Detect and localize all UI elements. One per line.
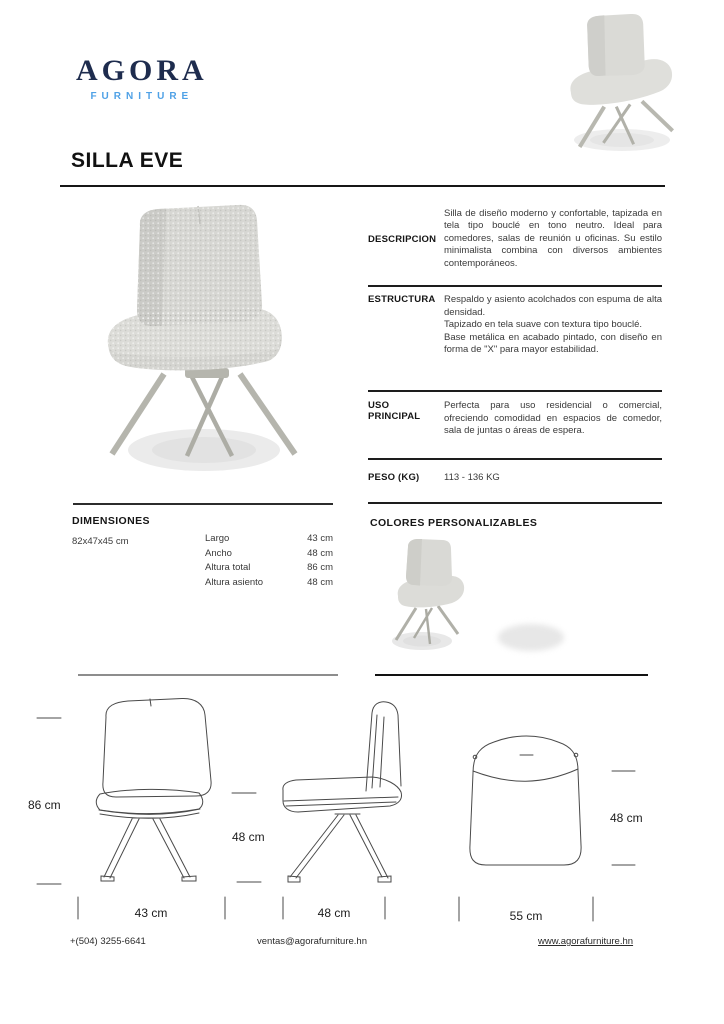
estructura-label: ESTRUCTURA [368,294,436,305]
footer-website-link[interactable]: www.agorafurniture.hn [538,936,634,947]
dim-label: Ancho [205,547,232,559]
section-estructura [368,287,662,390]
spec-column [368,193,662,504]
dim-value: 48 cm [307,576,333,588]
dim-label: Altura asiento [205,576,264,588]
estructura-text-2: Tapizado en tela suave con textura tipo bouclé. [444,319,643,331]
peso-label: PESO (KG) [368,472,420,483]
table-row [205,561,333,576]
dim-front-height-label: 86 cm [28,798,61,812]
footer-email: ventas@agorafurniture.hn [257,936,367,947]
technical-drawings [20,693,700,928]
descripcion-label: DESCRIPCION [368,233,437,245]
chair-photo-color-variant [386,536,471,654]
brand-tagline: FURNITURE [90,91,194,102]
uso-principal-text: Perfecta para uso residencial o comercial, ofreciendo comodidad en espacios de comedor, sala de juntas o áreas de espera. [444,400,662,437]
section-peso [368,460,662,502]
dim-value: 86 cm [307,562,333,574]
dim-label: Largo [205,533,230,544]
section-uso-principal [368,392,662,458]
dim-front-width-label: 43 cm [134,906,168,920]
chair-photo-angled [540,10,705,158]
dim-value: 43 cm [307,533,333,544]
brand-name: AGORA [76,54,208,87]
descripcion-text: Silla de diseño moderno y confortable, tapizada en tela tipo bouclé en tono neutro. Ideal para comedores, salas de reunión u oficinas. Su estilo minimalista combina con diversos ambientes contemporáneos. [444,207,662,269]
dim-label: Altura total [205,562,251,574]
chair-photo-main [92,192,317,482]
table-row [205,547,333,562]
page-title: SILLA EVE [71,149,184,172]
brand-logo [76,56,208,102]
estructura-text-1: Respaldo y asiento acolchados con espuma de alta densidad. [444,294,662,318]
dimensiones-heading: DIMENSIONES [72,515,150,527]
dim-back-height-label: 48 cm [610,811,643,825]
dim-seat-height-label: 48 cm [232,830,265,844]
dimensiones-summary: 82x47x45 cm [72,536,129,547]
colores-heading: COLORES PERSONALIZABLES [370,517,538,529]
footer-phone: +(504) 3255-6641 [70,936,146,947]
section-divider [368,502,662,504]
color-variant-shadow [498,624,564,651]
title-rule [60,185,665,187]
drawings-divider-right [375,674,648,676]
section-descripcion [368,193,662,285]
table-row [205,576,333,591]
peso-value: 113 - 136 KG [444,472,500,483]
drawings-divider-left [78,674,338,676]
dim-depth-label: 48 cm [317,906,351,920]
dimensiones-table [205,532,333,590]
table-row [205,532,333,547]
estructura-text-3: Base metálica en acabado pintado, con diseño en forma de "X" para mayor estabilidad. [444,331,662,356]
dim-value: 48 cm [307,547,333,559]
dimensiones-rule [73,503,333,505]
uso-principal-label: USO PRINCIPAL [368,400,421,422]
dim-back-width-label: 55 cm [509,909,543,923]
